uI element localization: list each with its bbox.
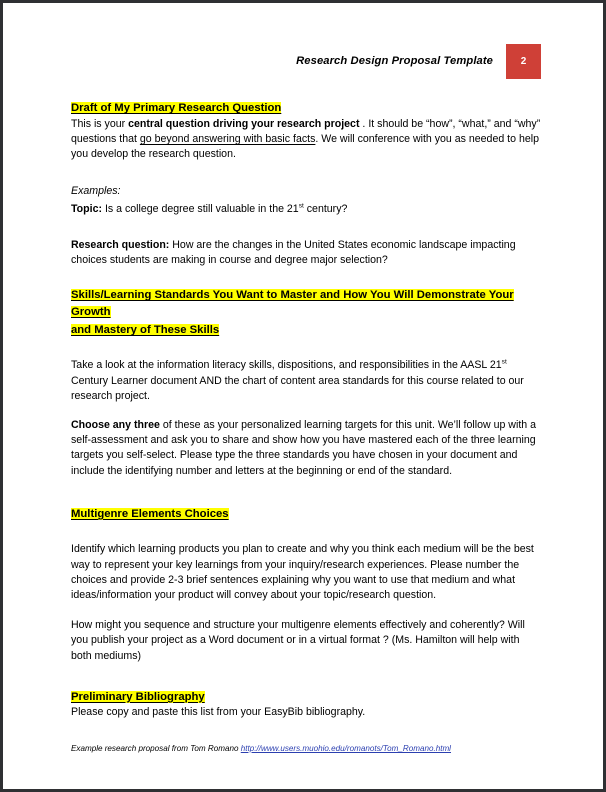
- topic-label: Topic:: [71, 203, 102, 216]
- topic-paragraph: [71, 202, 541, 217]
- section-heading-skills-standards-line1: Skills/Learning Standards You Want to Master and How You Will Demonstrate Your Growth: [71, 288, 514, 319]
- page-number-text: 2: [520, 55, 527, 67]
- research-question-text: How are the changes in the United States economic landscape impacting choices students are making in course and degree major selection?: [71, 238, 516, 266]
- spacer: [71, 664, 541, 688]
- document-footer: [71, 743, 541, 754]
- topic-ordinal-suffix: st: [298, 202, 304, 210]
- draft-question-intro-underline: go beyond answering with basic facts: [139, 132, 316, 145]
- spacer: [71, 268, 541, 286]
- bibliography-paragraph-1: Please copy and paste this list from your EasyBib bibliography.: [71, 706, 366, 719]
- footer-attribution-text: Example research proposal from Tom Romano: [71, 744, 241, 753]
- draft-question-intro-a: This is your: [71, 117, 129, 130]
- draft-question-intro-c: . We will conference with you as needed to help you develop the research question.: [71, 132, 539, 160]
- skills-standards-paragraph-1: [71, 358, 541, 404]
- document-header: [71, 43, 541, 79]
- multigenre-paragraph-2: How might you sequence and structure your multigenre elements effectively and coherently? Will you publish your project as a Word document or in a virtual format ? (Ms. Hamilton will help with both mediums): [71, 619, 525, 662]
- skills-standards-para2-text: of these as your personalized learning targets for this unit. We’ll follow up with a self-assessment and ask you to share and show how you have mastered each of the three learning targets you self-select. Please type the three standards you have chosen in your document and include the identifying number and letters at the beginning or end of the standard.: [71, 419, 536, 477]
- page-number-badge: [506, 44, 541, 79]
- section-heading-bibliography: [71, 688, 541, 706]
- spacer: [71, 522, 541, 542]
- spacer: [71, 603, 541, 618]
- spacer: [71, 162, 541, 184]
- footer-source-link[interactable]: http://www.users.muohio.edu/romanots/Tom_Romano.html: [240, 744, 451, 753]
- draft-question-intro-b: . It should be “how”, “what,” and “why” questions that: [71, 117, 541, 145]
- section-heading-skills-standards-line2: and Mastery of These Skills: [71, 323, 220, 336]
- skills-standards-paragraph-2: [71, 418, 541, 479]
- research-question-paragraph: [71, 238, 541, 268]
- section-heading-bibliography-text: Preliminary Bibliography: [71, 690, 205, 703]
- document-body: [71, 99, 541, 720]
- header-title: Research Design Proposal Template: [296, 55, 493, 67]
- draft-question-intro-bold: central question driving your research project: [128, 117, 360, 130]
- section-heading-skills-standards: [71, 286, 523, 339]
- skills-standards-ordinal-suffix: st: [501, 358, 507, 366]
- research-question-label: Research question:: [71, 238, 170, 251]
- section-heading-draft-question-text: Draft of My Primary Research Question: [71, 102, 282, 114]
- section-heading-draft-question: [71, 99, 541, 117]
- spacer: [71, 479, 541, 505]
- section-heading-multigenre: [71, 505, 541, 523]
- topic-text-b: century?: [303, 203, 348, 216]
- skills-standards-para1-b: Century Learner document AND the chart of content area standards for this course related to our research project.: [71, 374, 524, 402]
- section-heading-multigenre-text: Multigenre Elements Choices: [71, 507, 229, 520]
- page-content-area: [3, 3, 603, 789]
- spacer: [71, 218, 541, 238]
- spacer: [71, 338, 541, 358]
- topic-text-a: Is a college degree still valuable in the 21: [102, 203, 299, 216]
- choose-any-three-bold: Choose any three: [71, 419, 160, 432]
- draft-question-intro-paragraph: [71, 117, 541, 163]
- skills-standards-para1-a: Take a look at the information literacy skills, dispositions, and responsibilities in the AASL 21: [71, 359, 502, 372]
- spacer: [71, 404, 541, 418]
- examples-label: Examples:: [71, 185, 121, 198]
- examples-label-paragraph: [71, 184, 541, 199]
- multigenre-paragraph-1: Identify which learning products you plan to create and why you think each medium will be the best way to represent your key learnings from your inquiry/research experiences. Please number the choices and provide 2-3 brief sentences explaining why you want to use that medium and what ideas/information your product will convey about your topic/research question.: [71, 543, 534, 601]
